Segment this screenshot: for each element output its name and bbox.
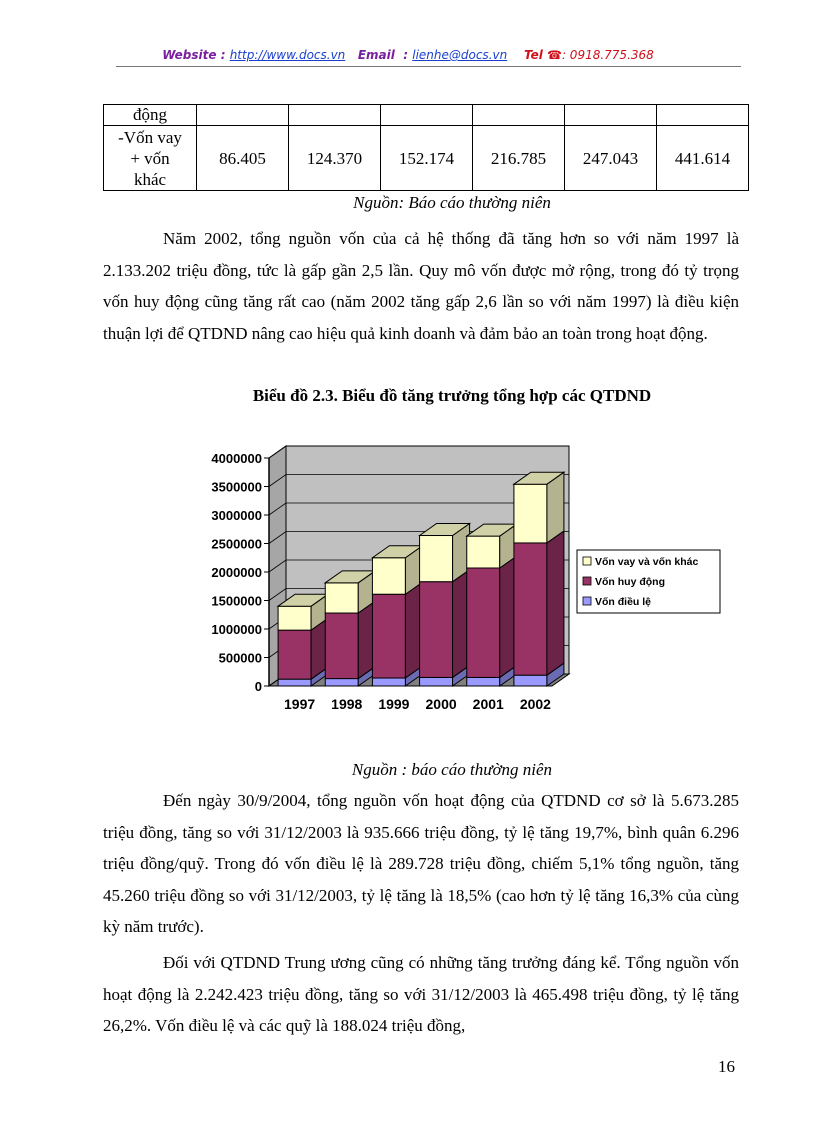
- bar-1997: [278, 630, 311, 679]
- x-tick-label: 2000: [425, 696, 457, 712]
- bar-1999: [372, 558, 405, 594]
- x-tick-label: 1998: [331, 696, 363, 712]
- website-label: Website :: [162, 48, 226, 62]
- bar-2000: [420, 582, 453, 678]
- page-header: [0, 48, 816, 62]
- bar-2001: [467, 677, 500, 686]
- y-tick-label: 1000000: [211, 622, 262, 637]
- bar-2002: [514, 675, 547, 686]
- y-tick-label: 3000000: [211, 508, 262, 523]
- x-tick-label: 2002: [519, 696, 551, 712]
- email-separator: :: [403, 48, 409, 62]
- table-source: Nguồn: Báo cáo thường niên: [353, 193, 551, 212]
- header-divider: [116, 66, 741, 67]
- table-cell: 86.405: [197, 126, 289, 191]
- row-label-line: khác: [133, 169, 167, 189]
- bar-side-2002: [547, 531, 564, 675]
- bar-1999: [372, 678, 405, 686]
- table-cell: [197, 105, 289, 126]
- y-tick-label: 2500000: [211, 536, 262, 552]
- table-row-label: [104, 126, 197, 191]
- tel-value[interactable]: : 0918.775.368: [561, 48, 654, 62]
- table-cell: [289, 105, 381, 126]
- growth-chart: [0, 428, 816, 748]
- table-cell: [565, 105, 657, 126]
- row-label-line: -Vốn vay: [118, 127, 182, 147]
- bar-1998: [325, 679, 358, 686]
- bar-1998: [325, 613, 358, 679]
- bar-2001: [467, 568, 500, 677]
- bar-1999: [372, 594, 405, 678]
- table-cell: [657, 105, 749, 126]
- row-label-line: + vốn: [130, 148, 170, 168]
- bar-2001: [467, 536, 500, 568]
- page-number: 16: [718, 1057, 735, 1076]
- table-row: [104, 126, 749, 191]
- paragraph-text: Năm 2002, tổng nguồn vốn của cả hệ thống đã tăng hơn so với năm 1997 là 2.133.202 triệu đồng, tức là gấp gần 2,5 lần. Quy mô vốn được mở rộng, trong đó tỷ trọng vốn huy động cũng tăng rất cao (năm 2002 tăng gấp 2,6 lần so với năm 1997) là điều kiện thuận lợi để QTDND nâng cao hiệu quả kinh doanh và đảm bảo an toàn trong hoạt động.: [103, 229, 739, 343]
- data-table: [103, 104, 749, 191]
- paragraph-3: [103, 947, 739, 1042]
- email-link[interactable]: lienhe@docs.vn: [412, 48, 508, 62]
- bar-2000: [420, 536, 453, 582]
- paragraph-2: [103, 785, 739, 943]
- chart-source: Nguồn : báo cáo thường niên: [351, 760, 553, 779]
- y-tick-label: 2000000: [211, 565, 262, 580]
- table-row: [104, 105, 749, 126]
- bar-1998: [325, 583, 358, 613]
- paragraph-text: Đến ngày 30/9/2004, tổng nguồn vốn hoạt động của QTDND cơ sở là 5.673.285 triệu đồng, tăng so với 31/12/2003 là 935.666 triệu đồng, tỷ lệ tăng 19,7%, bình quân 6.296 triệu đồng/quỹ. Trong đó vốn điều lệ là 289.728 triệu đồng, chiếm 5,1% tổng nguồn, tăng 45.260 triệu đồng so với 31/12/2003, tỷ lệ tăng là 18,5% (cao hơn tỷ lệ tăng 16,3% của cùng kỳ năm trước).: [103, 791, 739, 936]
- table-cell: [381, 105, 473, 126]
- website-link[interactable]: http://www.docs.vn: [229, 48, 346, 62]
- table-row-label: động: [104, 105, 197, 126]
- legend-swatch: [583, 557, 591, 565]
- bar-1997: [278, 606, 311, 630]
- table-cell: 216.785: [473, 126, 565, 191]
- table-cell: 247.043: [565, 126, 657, 191]
- paragraph-text: Đối với QTDND Trung ương cũng có những tăng trưởng đáng kể. Tổng nguồn vốn hoạt động là 2.242.423 triệu đồng, tăng so với 31/12/2003 là 465.498 triệu đồng, tỷ lệ tăng 26,2%. Vốn điều lệ và các quỹ là 188.024 triệu đồng,: [103, 953, 739, 1035]
- x-tick-label: 1997: [284, 696, 316, 712]
- email-label: Email: [357, 48, 395, 62]
- y-tick-label: 3500000: [211, 479, 262, 495]
- legend-swatch: [583, 577, 591, 585]
- legend-label: Vốn huy động: [595, 576, 665, 588]
- y-tick-label: 500000: [218, 650, 262, 666]
- paragraph-1: [103, 223, 739, 349]
- y-tick-label: 1500000: [211, 593, 262, 609]
- y-tick-label: 4000000: [211, 451, 262, 466]
- table-cell: 441.614: [657, 126, 749, 191]
- bar-2000: [420, 677, 453, 686]
- x-tick-label: 2001: [472, 696, 504, 712]
- table-cell: 152.174: [381, 126, 473, 191]
- y-tick-label: 0: [254, 679, 262, 694]
- legend-swatch: [583, 597, 591, 605]
- bar-2002: [514, 484, 547, 543]
- chart-title: Biểu đồ 2.3. Biểu đồ tăng trưởng tổng hợp các QTDND: [252, 386, 652, 405]
- table-cell: 124.370: [289, 126, 381, 191]
- table-cell: [473, 105, 565, 126]
- legend-label: Vốn vay và vốn khác: [595, 556, 699, 568]
- tel-label: Tel ☎: [523, 48, 562, 62]
- legend-label: Vốn điều lệ: [595, 596, 652, 608]
- x-tick-label: 1999: [378, 696, 410, 712]
- bar-1997: [278, 679, 311, 686]
- bar-2002: [514, 543, 547, 675]
